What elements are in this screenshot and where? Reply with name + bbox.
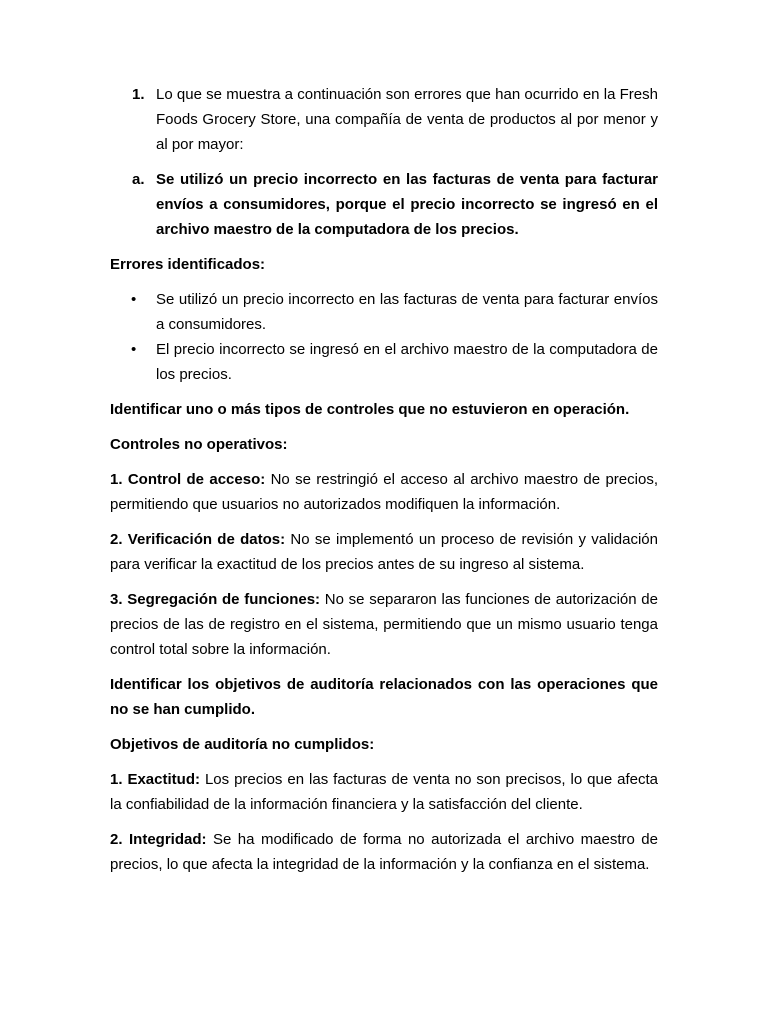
objetivo-item xyxy=(110,767,658,817)
objetivo-label: 1. Exactitud: xyxy=(110,771,200,788)
item-text: Se utilizó un precio incorrecto en las facturas de venta para facturar envíos a consumidores, porque el precio incorrecto se ingresó en el archivo maestro de la computadora de los precios. xyxy=(156,171,658,238)
objetivos-heading: Objetivos de auditoría no cumplidos: xyxy=(110,736,375,753)
objetivo-item xyxy=(110,827,658,877)
control-label: 2. Verificación de datos: xyxy=(110,531,286,548)
list-marker: 1. xyxy=(132,86,145,103)
control-item xyxy=(110,527,658,577)
controles-heading: Controles no operativos: xyxy=(110,436,288,453)
bullet-text: El precio incorrecto se ingresó en el archivo maestro de la computadora de los precios. xyxy=(156,341,658,383)
control-label: 3. Segregación de funciones: xyxy=(110,591,321,608)
control-label: 1. Control de acceso: xyxy=(110,471,266,488)
identificar-objetivos-heading: Identificar los objetivos de auditoría relacionados con las operaciones que no se han cumplido. xyxy=(110,676,658,718)
control-text: No se implementó un proceso de revisión y validación para verificar la exactitud de los precios antes de su ingreso al sistema. xyxy=(110,531,658,573)
control-text: No se restringió el acceso al archivo maestro de precios, permitiendo que usuarios no autorizados modifiquen la información. xyxy=(110,471,658,513)
control-item xyxy=(110,587,658,662)
numbered-item-1 xyxy=(110,82,658,157)
bullet-icon: • xyxy=(131,291,137,308)
document-page xyxy=(110,82,658,887)
identificar-controles-heading: Identificar uno o más tipos de controles que no estuvieron en operación. xyxy=(110,401,630,418)
errores-heading: Errores identificados: xyxy=(110,256,266,273)
bullet-item xyxy=(110,337,658,387)
control-item xyxy=(110,467,658,517)
bullet-item xyxy=(110,287,658,337)
list-marker: a. xyxy=(132,171,145,188)
lettered-item-a xyxy=(110,167,658,242)
control-text: No se separaron las funciones de autorización de precios de las de registro en el sistema, permitiendo que un mismo usuario tenga control total sobre la información. xyxy=(110,591,658,658)
bullet-text: Se utilizó un precio incorrecto en las facturas de venta para facturar envíos a consumidores. xyxy=(156,291,658,333)
item-text: Lo que se muestra a continuación son errores que han ocurrido en la Fresh Foods Grocery Store, una compañía de venta de productos al por menor y al por mayor: xyxy=(156,86,658,153)
bullet-icon: • xyxy=(131,341,137,358)
objetivo-label: 2. Integridad: xyxy=(110,831,207,848)
objetivo-text: Se ha modificado de forma no autorizada el archivo maestro de precios, lo que afecta la integridad de la información y la confianza en el sistema. xyxy=(110,831,658,873)
objetivo-text: Los precios en las facturas de venta no son precisos, lo que afecta la confiabilidad de la información financiera y la satisfacción del cliente. xyxy=(110,771,658,813)
